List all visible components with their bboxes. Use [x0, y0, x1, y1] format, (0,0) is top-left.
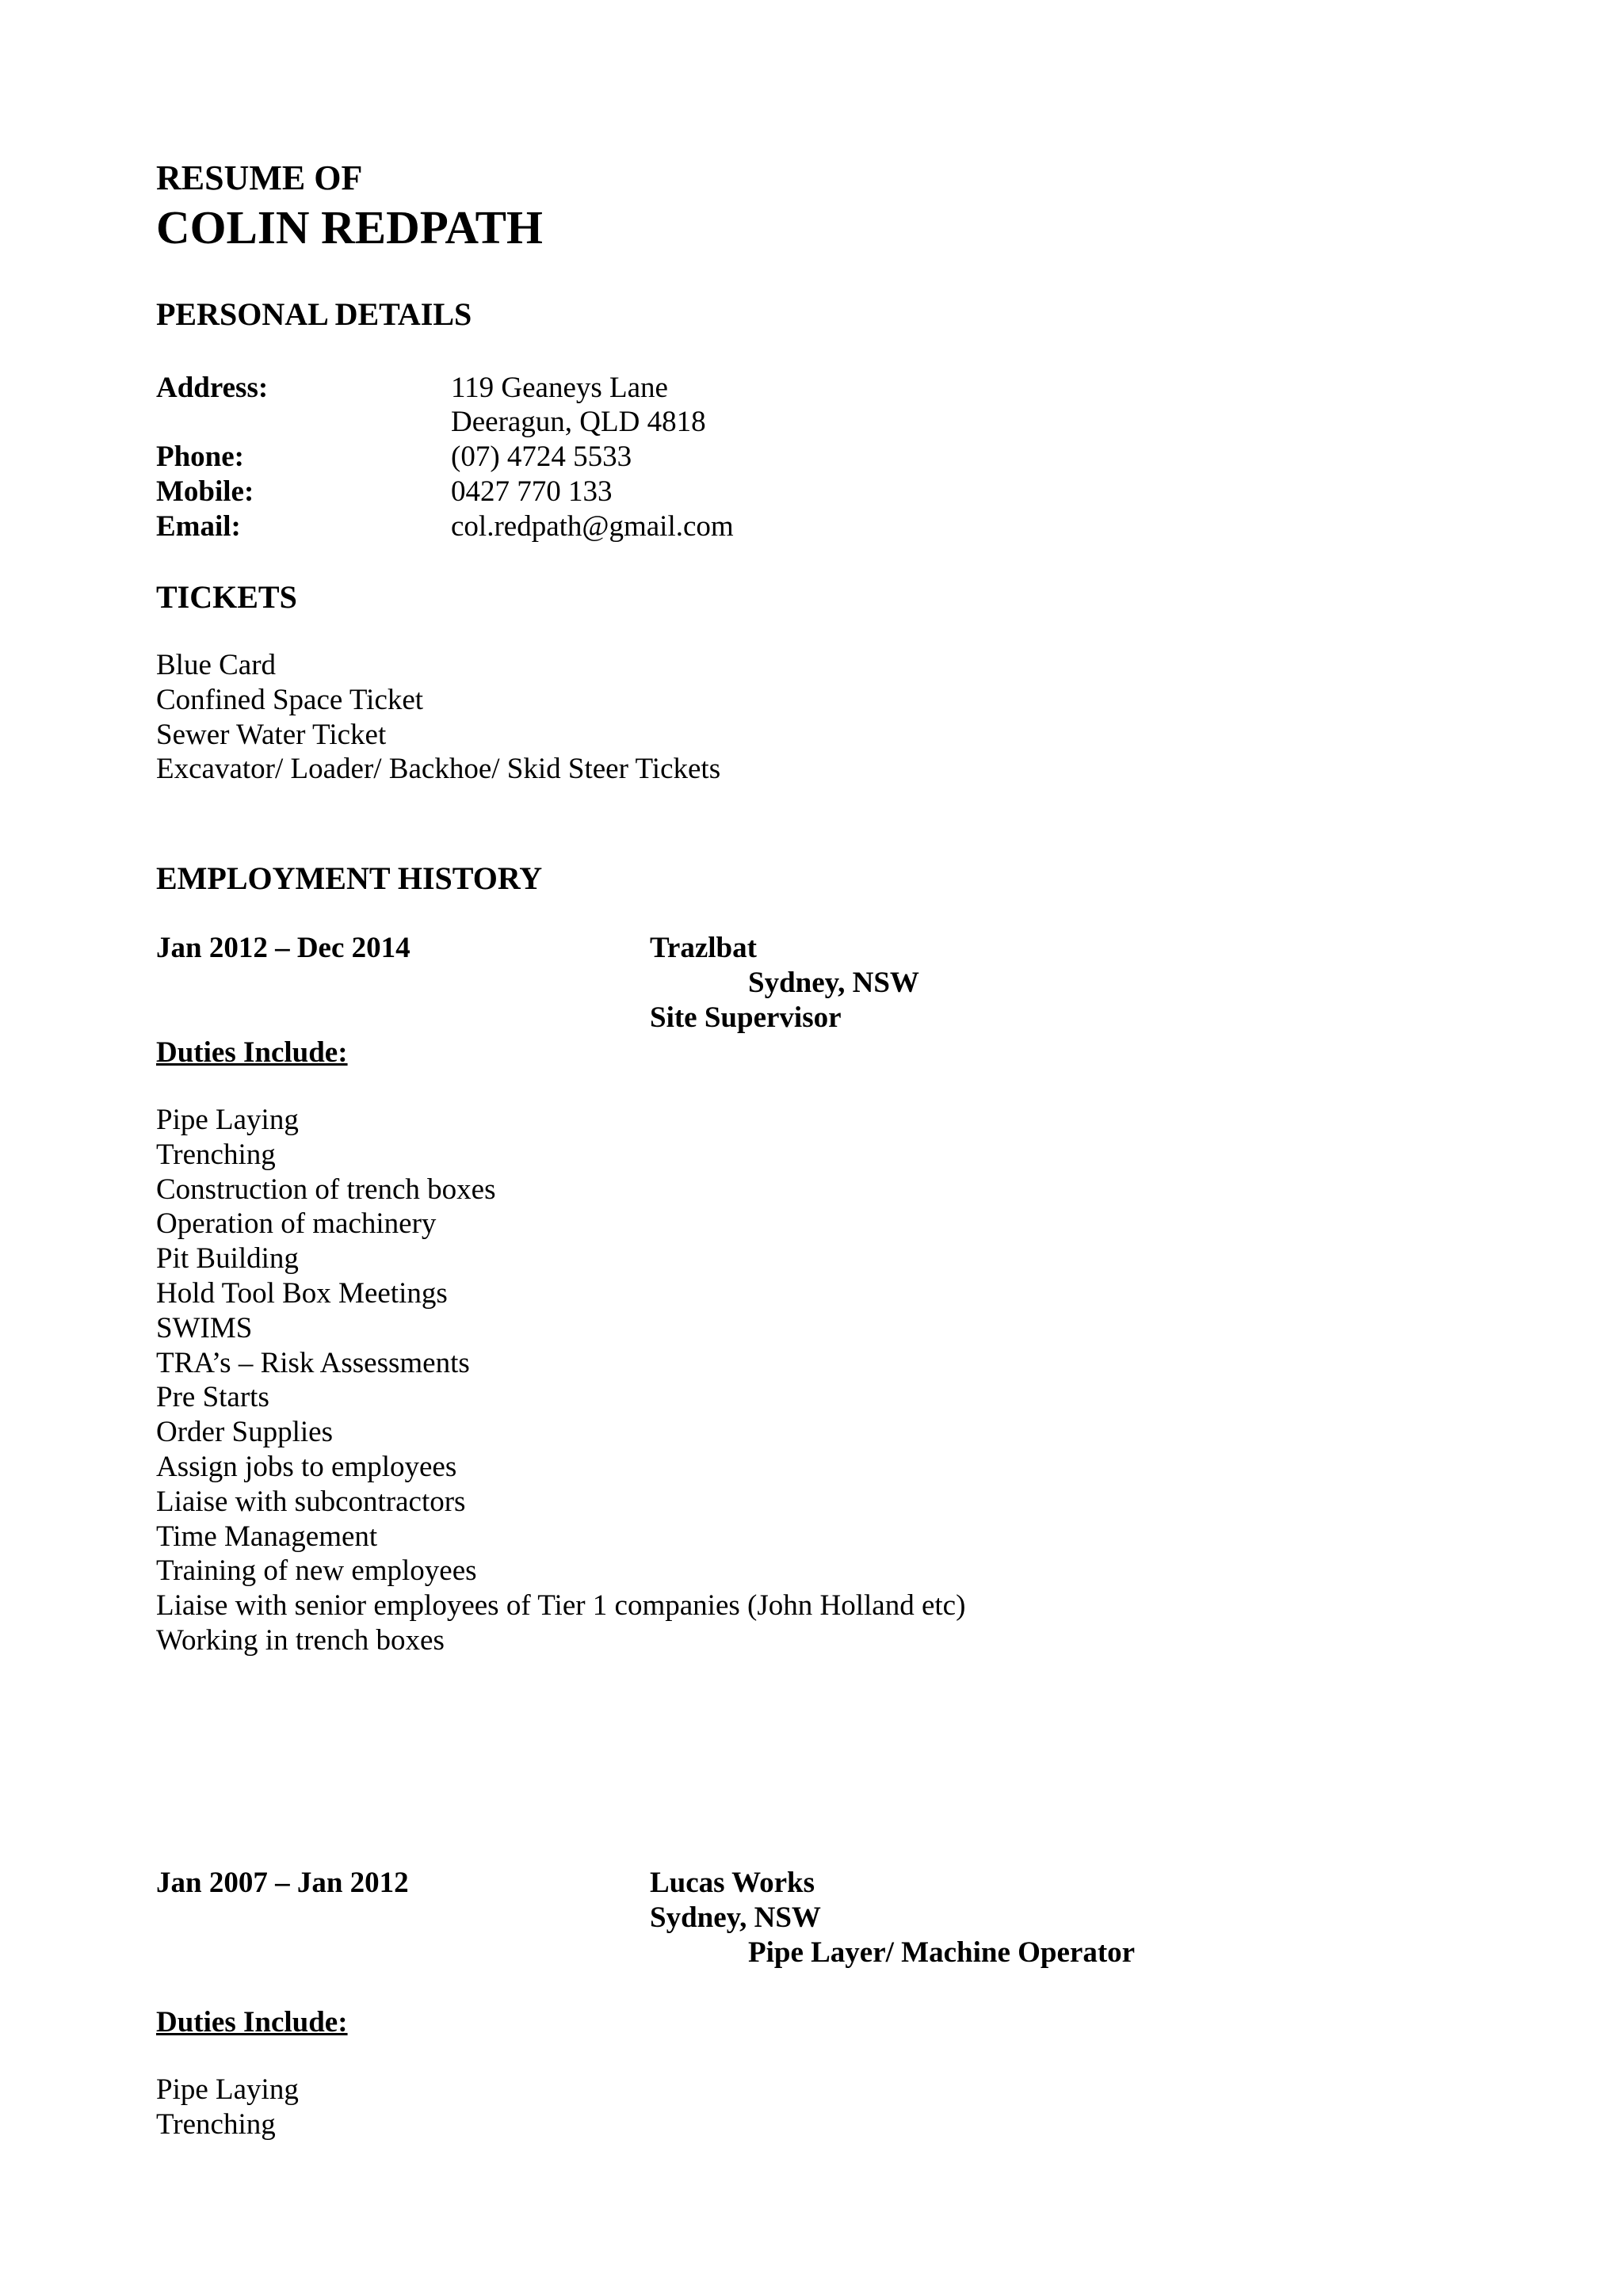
job-2-title: Pipe Layer/ Machine Operator [748, 1936, 1136, 1969]
job-2-location: Sydney, NSW [650, 1901, 821, 1934]
job-1-title: Site Supervisor [650, 1001, 842, 1034]
tickets-list [156, 648, 720, 787]
job-1-duties-list [156, 1103, 965, 1658]
mobile-label: Mobile: [156, 475, 254, 508]
list-item: Confined Space Ticket [156, 683, 424, 716]
list-item: Pit Building [156, 1242, 299, 1276]
list-item: TRA’s – Risk Assessments [156, 1346, 470, 1379]
job-2-company: Lucas Works [650, 1867, 815, 1899]
job-1-location: Sydney, NSW [748, 967, 919, 999]
address-line1: 119 Geaneys Lane [451, 372, 668, 404]
list-item: Trenching [156, 1138, 276, 1171]
list-item: Liaise with senior employees of Tier 1 companies (John Holland etc) [156, 1589, 966, 1623]
list-item: Liaise with subcontractors [156, 1485, 466, 1518]
list-item: Construction of trench boxes [156, 1173, 496, 1206]
personal-details-heading: PERSONAL DETAILS [156, 296, 472, 332]
list-item: Pipe Laying [156, 2073, 299, 2106]
job-2-duties-list [156, 2073, 299, 2142]
list-item: Sewer Water Ticket [156, 718, 387, 751]
address-line2: Deeragun, QLD 4818 [451, 406, 706, 438]
job-1-duties-label: Duties Include: [156, 1036, 348, 1069]
list-item: Pre Starts [156, 1381, 269, 1414]
list-item: Working in trench boxes [156, 1623, 445, 1657]
mobile-value: 0427 770 133 [451, 475, 613, 508]
list-item: Order Supplies [156, 1416, 333, 1449]
email-label: Email: [156, 510, 241, 543]
address-label: Address: [156, 372, 269, 404]
list-item: Time Management [156, 1520, 378, 1553]
list-item: SWIMS [156, 1311, 253, 1344]
list-item: Training of new employees [156, 1554, 477, 1588]
list-item: Hold Tool Box Meetings [156, 1276, 448, 1310]
phone-value: (07) 4724 5533 [451, 441, 632, 473]
email-value: col.redpath@gmail.com [451, 510, 734, 543]
job-2-duties-label: Duties Include: [156, 2006, 348, 2039]
resume-of-label: RESUME OF [156, 158, 363, 197]
job-1-dates: Jan 2012 – Dec 2014 [156, 932, 411, 964]
phone-label: Phone: [156, 441, 244, 473]
candidate-name: COLIN REDPATH [156, 201, 543, 254]
list-item: Pipe Laying [156, 1104, 299, 1136]
job-2-dates: Jan 2007 – Jan 2012 [156, 1867, 409, 1899]
list-item: Trenching [156, 2107, 276, 2141]
list-item: Assign jobs to employees [156, 1450, 457, 1483]
list-item: Blue Card [156, 649, 277, 681]
list-item: Operation of machinery [156, 1207, 437, 1241]
tickets-heading: TICKETS [156, 579, 297, 615]
list-item: Excavator/ Loader/ Backhoe/ Skid Steer Tickets [156, 753, 721, 786]
employment-history-heading: EMPLOYMENT HISTORY [156, 860, 543, 896]
job-1-company: Trazlbat [650, 932, 757, 964]
